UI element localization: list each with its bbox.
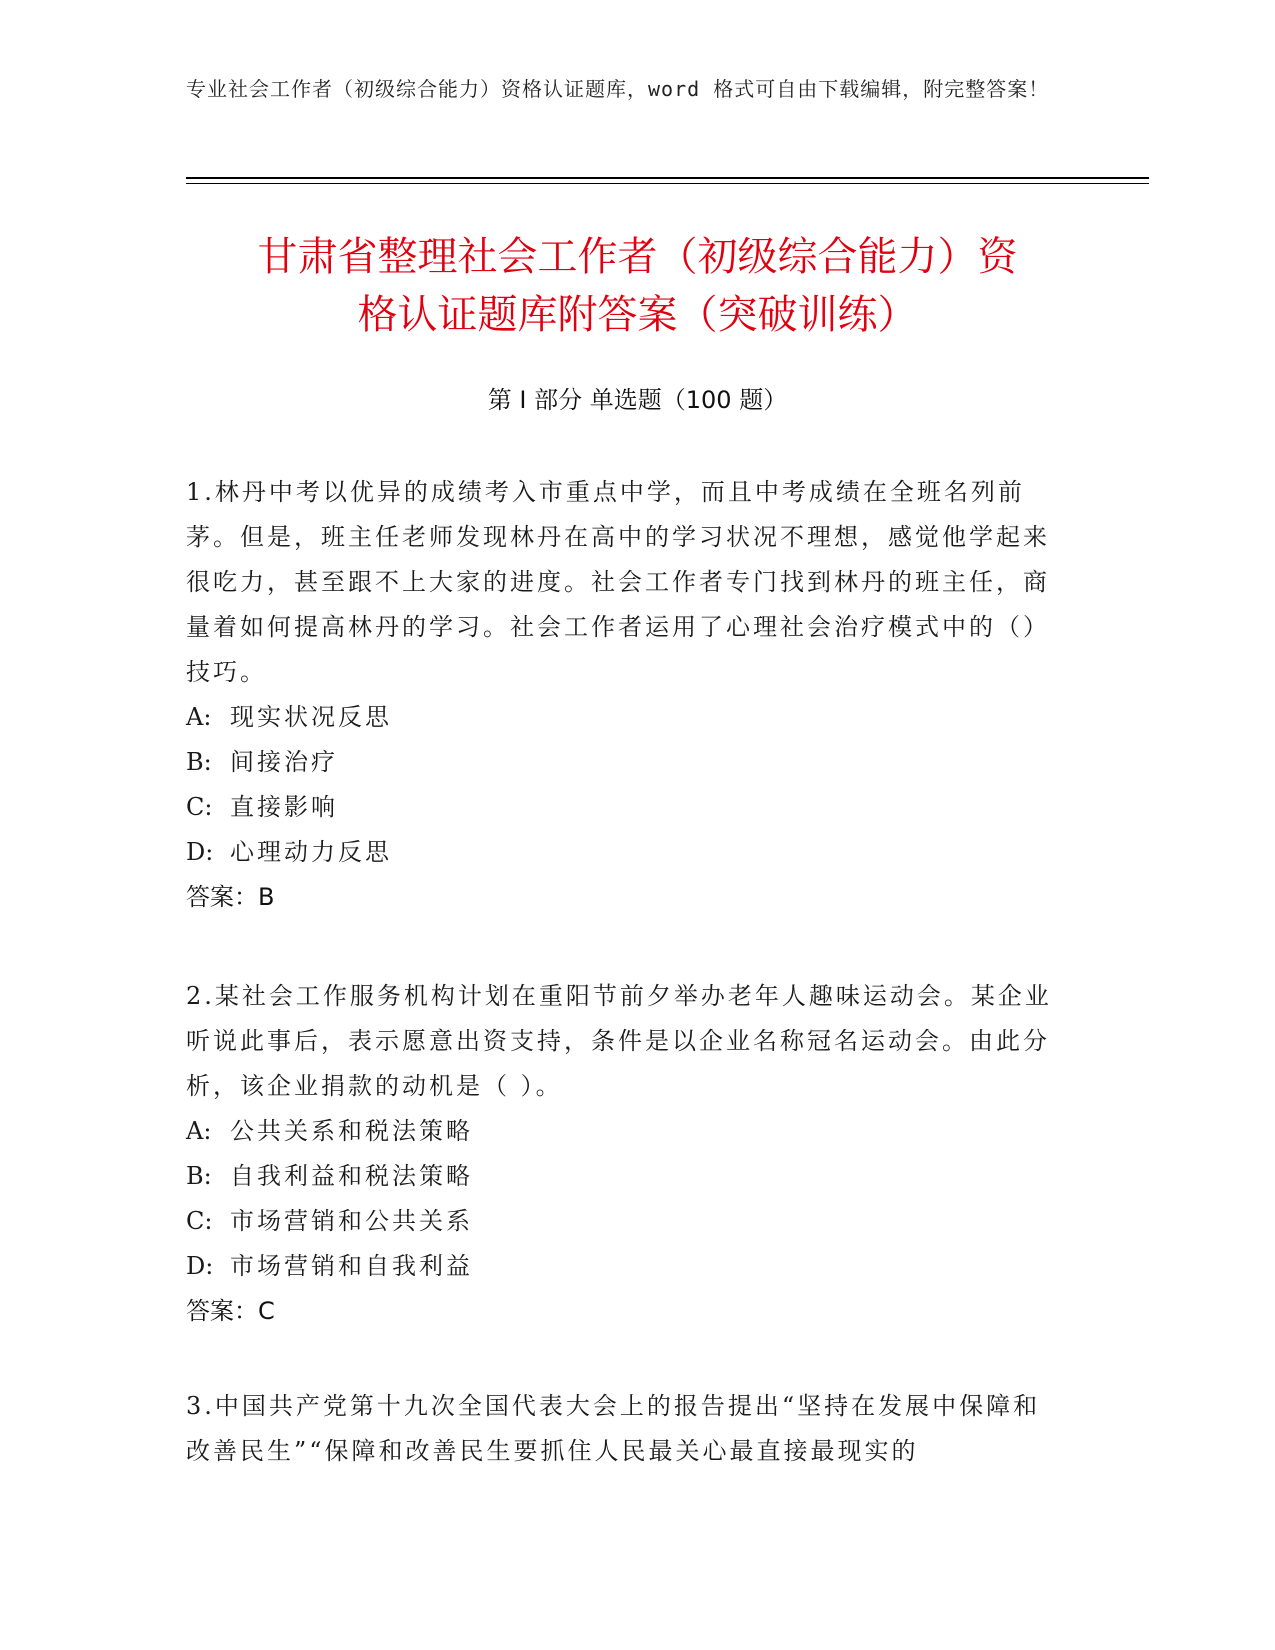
option-text: 市场营销和公共关系 <box>230 1207 473 1235</box>
option-a <box>186 1109 1066 1154</box>
document-title-line-1: 甘肃省整理社会工作者（初级综合能力）资 <box>257 234 1018 280</box>
header-note: 专业社会工作者（初级综合能力）资格认证题库，word 格式可自由下载编辑，附完整答案！ <box>186 77 1050 101</box>
option-d <box>186 1244 1066 1289</box>
option-text: 公共关系和税法策略 <box>230 1117 473 1145</box>
header-divider-thick <box>186 177 1149 179</box>
option-key: B: <box>186 748 212 776</box>
question-stem: 1.林丹中考以优异的成绩考入市重点中学，而且中考成绩在全班名列前茅。但是，班主任老师发现林丹在高中的学习状况不理想，感觉他学起来很吃力，甚至跟不上大家的进度。社会工作者专门找到林丹的班主任，商量着如何提高林丹的学习。社会工作者运用了心理社会治疗模式中的（）技巧。 <box>186 478 1050 686</box>
option-text: 间接治疗 <box>230 748 338 776</box>
question-2 <box>186 974 1066 1334</box>
option-text: 直接影响 <box>230 793 338 821</box>
option-key: D: <box>186 1252 214 1280</box>
option-key: B: <box>186 1162 212 1190</box>
option-key: C: <box>186 1207 213 1235</box>
question-stem: 3.中国共产党第十九次全国代表大会上的报告提出“坚持在发展中保障和改善民生”“保障和改善民生要抓住人民最关心最直接最现实的 <box>186 1392 1041 1465</box>
answer-line: 答案：C <box>186 1297 275 1325</box>
section-title: 第 I 部分 单选题（100 题） <box>487 386 788 414</box>
option-key: A: <box>186 1117 212 1145</box>
header-divider-thin <box>186 183 1149 184</box>
document-title-line-2: 格认证题库附答案（突破训练） <box>357 292 918 338</box>
option-c <box>186 785 1066 830</box>
option-text: 现实状况反思 <box>230 703 392 731</box>
document-title <box>160 228 1115 344</box>
option-b <box>186 1154 1066 1199</box>
option-key: C: <box>186 793 213 821</box>
option-key: D: <box>186 838 214 866</box>
option-list <box>186 1109 1066 1289</box>
question-3 <box>186 1384 1066 1474</box>
option-c <box>186 1199 1066 1244</box>
question-stem: 2.某社会工作服务机构计划在重阳节前夕举办老年人趣味运动会。某企业听说此事后，表示愿意出资支持，条件是以企业名称冠名运动会。由此分析，该企业捐款的动机是（ ）。 <box>186 982 1052 1100</box>
option-key: A: <box>186 703 212 731</box>
option-list <box>186 695 1066 875</box>
option-text: 心理动力反思 <box>230 838 392 866</box>
answer-line: 答案：B <box>186 883 275 911</box>
option-a <box>186 695 1066 740</box>
option-b <box>186 740 1066 785</box>
option-text: 自我利益和税法策略 <box>230 1162 473 1190</box>
option-d <box>186 830 1066 875</box>
option-text: 市场营销和自我利益 <box>230 1252 473 1280</box>
question-1 <box>186 470 1066 920</box>
